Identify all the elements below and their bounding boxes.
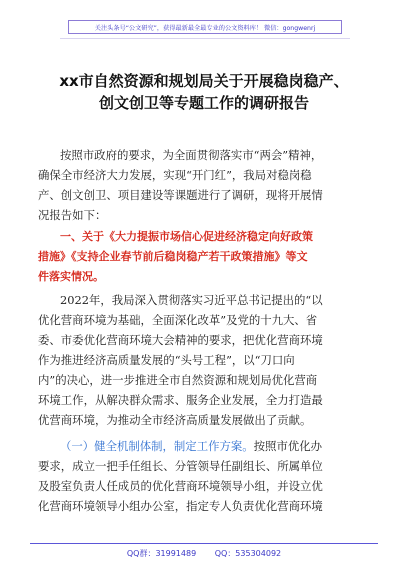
body-line: 要求，成立一把手任组长、分管领导任副组长、所属单位 <box>38 459 323 473</box>
section-heading-line: 措施》《支持企业春节前后稳岗稳产若干政策措施》等文 <box>38 250 308 263</box>
report-title-line-1: xx市自然资源和规划局关于开展稳岗稳产、 <box>59 72 349 90</box>
footer-divider <box>30 543 378 544</box>
body-line: 及股室负责人任成员的优化营商环境领导小组，并设立优 <box>38 479 323 493</box>
body-line: 优化营商环境为基础，全面深化改革”及党的十九大、省 <box>38 313 318 327</box>
subsection-first-line <box>60 439 322 454</box>
section-heading-line: 件落实情况。 <box>38 270 104 283</box>
footer-qq-group: QQ群：31991489 <box>126 549 197 558</box>
body-line: 优营商环境，为推动全市经济高质量发展做出了贡献。 <box>38 413 312 427</box>
footer-qq: QQ：535304092 <box>214 549 282 558</box>
body-line: 环境工作，从解决群众需求、服务企业发展，全力打造最 <box>38 393 323 407</box>
page-footer <box>0 548 408 559</box>
body-line: 内”的决心，进一步推进全市自然资源和规划局优化营商 <box>38 373 318 387</box>
promo-banner[interactable] <box>68 20 342 34</box>
body-line: 2022年，我局深入贯彻落实习近平总书记提出的“以 <box>60 293 323 307</box>
intro-line: 按照市政府的要求，为全面贯彻落实市“两会”精神， <box>60 148 323 162</box>
body-line: 委、市委优化营商环境大会精神的要求，把优化营商环境 <box>38 333 323 347</box>
banner-divider <box>60 38 350 39</box>
section-heading-line: 一、关于《大力提振市场信心促进经济稳定向好政策 <box>60 230 313 243</box>
body-line: 化营商环境领导小组办公室，指定专人负责优化营商环境 <box>38 499 323 513</box>
intro-line: 确保全市经济大力发展，实现“开门红”，我局对稳岗稳 <box>38 168 312 182</box>
subsection-lead-rest: 按照市优化办 <box>253 439 323 453</box>
intro-line: 况报告如下： <box>38 208 107 222</box>
report-title-line-2: 创文创卫等专题工作的调研报告 <box>98 94 309 112</box>
subsection-heading: （一）健全机制体制，制定工作方案。 <box>60 439 254 453</box>
body-line: 作为推进经济高质量发展的“头号工程”，以“刀口向 <box>38 353 295 367</box>
promo-banner-text: 关注头条号“公文研究”，获得最新最全最专业的公文资料库！ 微信：gongwenrj <box>94 24 316 32</box>
intro-line: 产、创文创卫、项目建设等课题进行了调研，现将开展情 <box>38 188 323 202</box>
